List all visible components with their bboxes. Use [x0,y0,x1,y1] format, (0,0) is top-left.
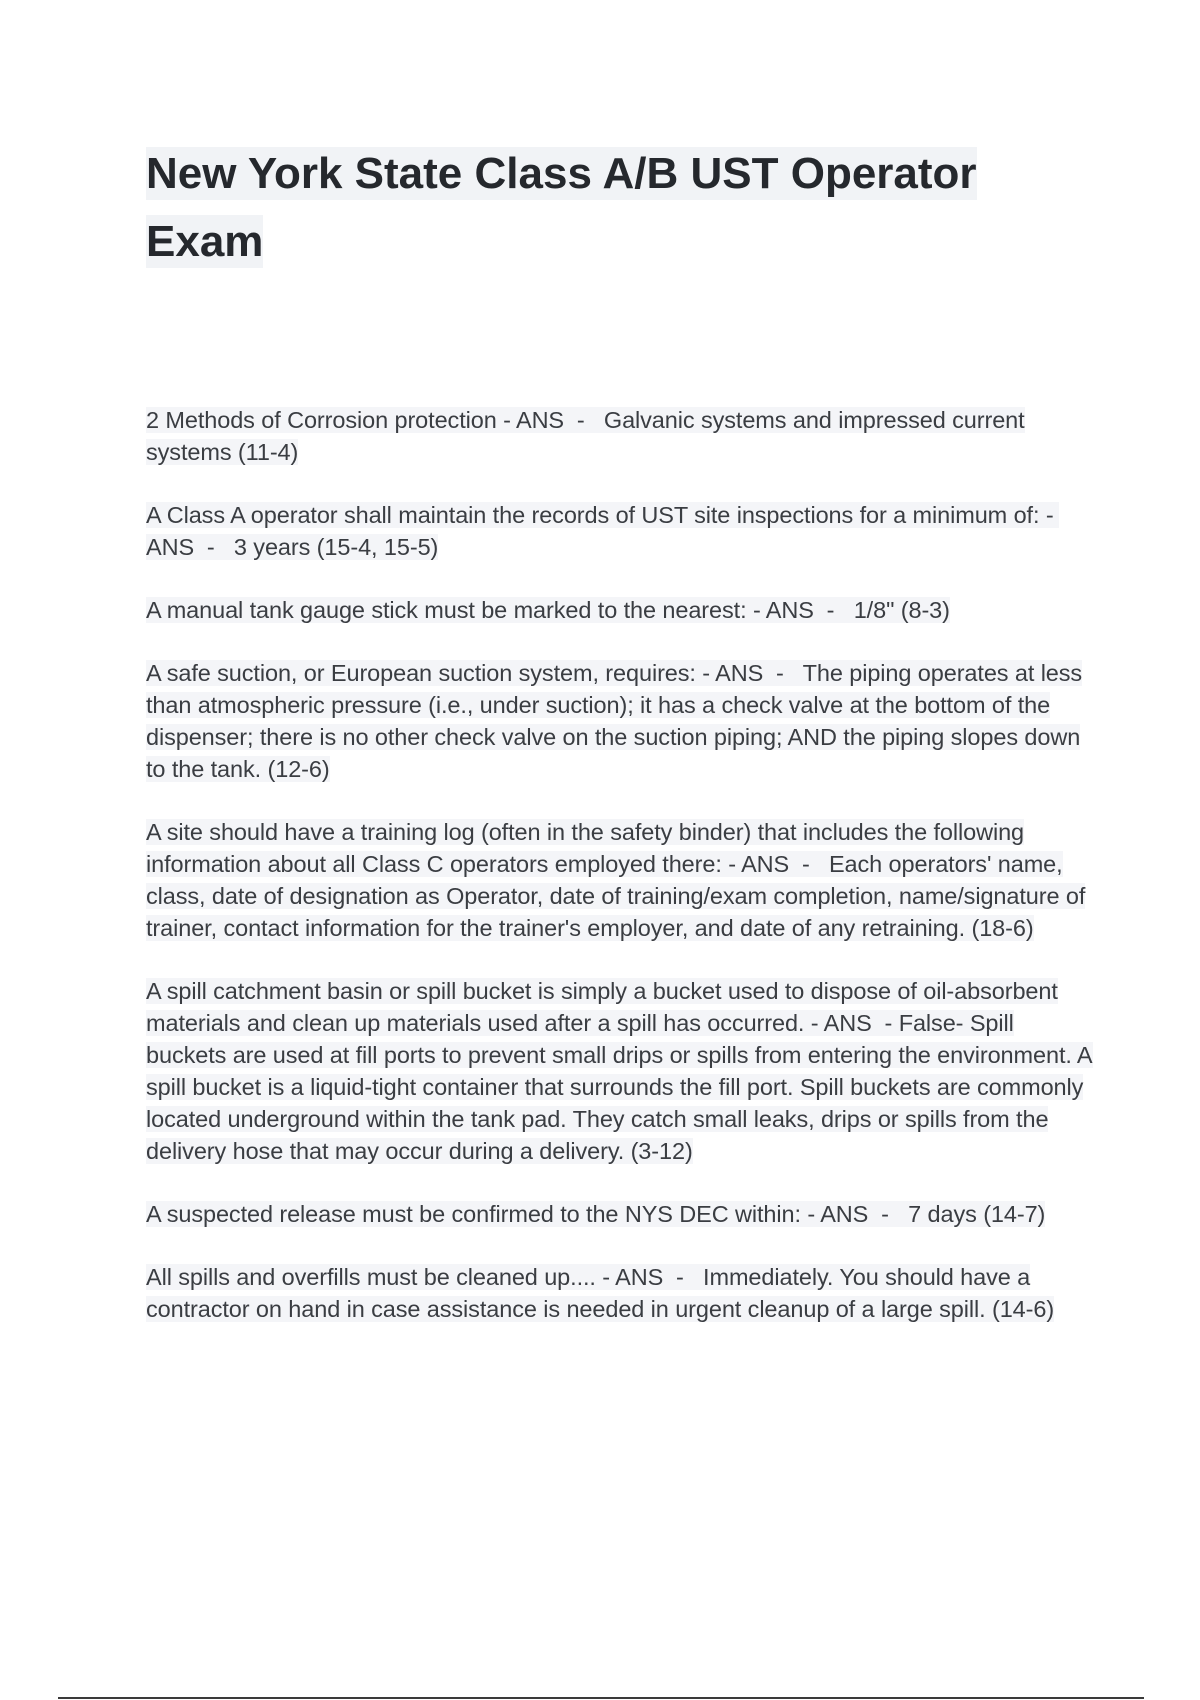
qa-entry [146,499,1096,563]
qa-answer: 1/8" (8-3) [853,597,950,623]
qa-answer: Galvanic systems and impressed current systems (11-4) [146,407,1025,465]
qa-entry [146,657,1096,785]
qa-question: A Class A operator shall maintain the records of UST site inspections for a minimum of: [146,502,1040,528]
page-title [146,140,1046,276]
qa-separator: - ANS - [496,407,604,433]
qa-question: A safe suction, or European suction system, requires: [146,660,696,686]
qa-separator: - ANS - [595,1264,704,1290]
qa-separator: - ANS - [721,851,829,877]
qa-list [146,404,1096,1356]
qa-question: A spill catchment basin or spill bucket is simply a bucket used to dispose of oil-absorbent materials and clean up materials used after a spill has occurred. [146,978,1058,1036]
qa-answer: 3 years (15-4, 15-5) [233,534,439,560]
qa-entry [146,816,1096,944]
qa-separator: - ANS - [800,1201,909,1227]
qa-answer: False- Spill buckets are used at fill ports to prevent small drips or spills from entering the environment. A spill bucket is a liquid-tight container that surrounds the fill port. Spill buckets are commonly located underground within the tank pad. They catch small leaks, drips or spills from the delivery hose that may occur during a delivery. (3-12) [146,1010,1093,1164]
qa-entry [146,594,1096,626]
qa-separator: - ANS - [746,597,854,623]
qa-answer: The piping operates at less than atmospheric pressure (i.e., under suction); it has a check valve at the bottom of the dispenser; there is no other check valve on the suction piping; AND the piping slopes down to the tank. (12-6) [146,660,1083,782]
footer-divider [58,1697,1144,1699]
qa-entry [146,1198,1096,1230]
qa-question: A suspected release must be confirmed to the NYS DEC within: [146,1201,801,1227]
qa-question: All spills and overfills must be cleaned up.... [146,1264,596,1290]
qa-question: A manual tank gauge stick must be marked to the nearest: [146,597,747,623]
qa-separator: - ANS - [146,502,1059,560]
qa-separator: - ANS - [804,1010,899,1036]
qa-question: A site should have a training log (often in the safety binder) that includes the following information about all Class C operators employed there: [146,819,1025,877]
qa-separator: - ANS - [695,660,803,686]
qa-entry [146,404,1096,468]
qa-entry [146,975,1096,1167]
qa-answer: Immediately. You should have a contractor on hand in case assistance is needed in urgent cleanup of a large spill. (14-6) [146,1264,1055,1322]
qa-entry [146,1261,1096,1325]
qa-answer: Each operators' name, class, date of designation as Operator, date of training/exam completion, name/signature of trainer, contact information for the trainer's employer, and date of any retraining. (18-6) [146,851,1086,941]
qa-answer: 7 days (14-7) [908,1201,1046,1227]
qa-question: 2 Methods of Corrosion protection [146,407,497,433]
page-title-text: New York State Class A/B UST Operator Exam [146,149,977,266]
